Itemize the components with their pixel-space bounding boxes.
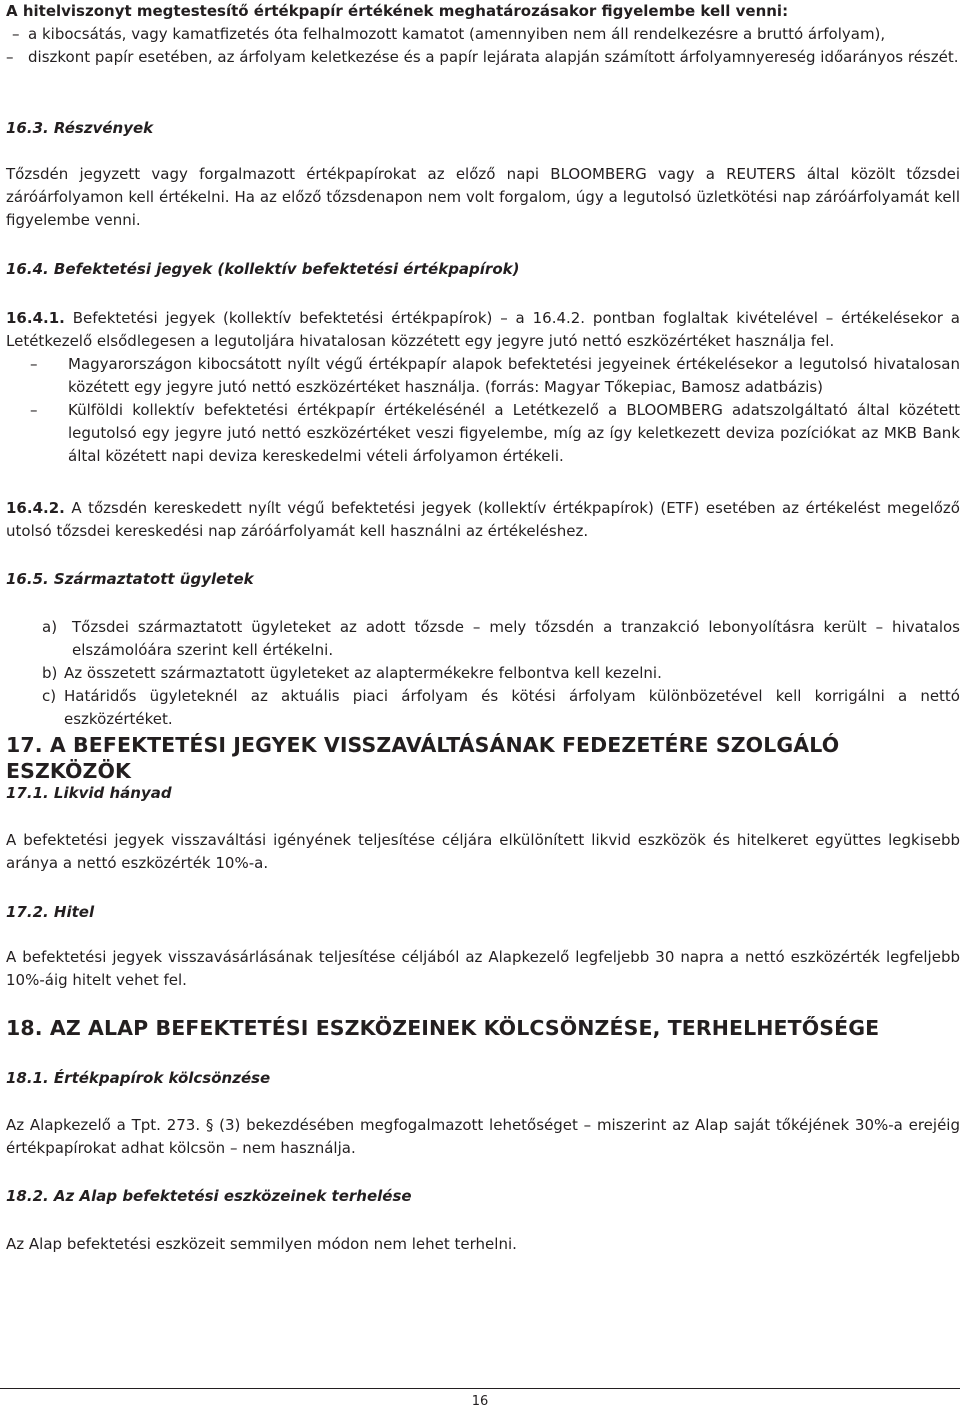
section-16-4-bullet-1-text: Magyarországon kibocsátott nyílt végű értékpapír alapok befektetési jegyeinek értékelésekor a legutolsó hivatalosan közétett egy jegyre jutó nettó eszközértéket használja. (forrás: Magyar Tőkepiac, Bamosz adatbázis) <box>68 355 960 396</box>
dash-glyph: – <box>12 25 20 43</box>
section-16-4-2-paragraph <box>6 497 960 543</box>
section-18-1-title: 18.1. Értékpapírok kölcsönzése <box>6 1069 271 1087</box>
section-18-1-paragraph: Az Alapkezelő a Tpt. 273. § (3) bekezdésében megfogalmazott lehetőséget – miszerint az Alap saját tőkéjének 30%-a erejéig értékpapírokat adhat kölcsön – nem használja. <box>6 1116 960 1157</box>
section-17-1-title: 17.1. Likvid hányad <box>6 784 172 802</box>
item-text: Az összetett származtatott ügyleteket az alaptermékekre felbontva kell kezelni. <box>64 664 662 682</box>
intro-bullet-1 <box>6 23 960 46</box>
section-16-4-2-text: A tőzsdén kereskedett nyílt végű befektetési jegyek (kollektív értékpapírok) (ETF) esetében az értékelést megelőző utolsó tőzsdei kereskedési nap záróárfolyamát kell használni az értékeléshez. <box>6 499 960 540</box>
item-label: c) <box>42 687 57 705</box>
dash-glyph: – <box>6 48 14 66</box>
section-16-4-bullet-list <box>6 353 960 468</box>
section-16-5-item-a <box>6 616 960 662</box>
item-label: b) <box>42 664 58 682</box>
footer-divider <box>0 1388 960 1389</box>
section-16-4-bullet-2-text: Külföldi kollektív befektetési értékpapír értékelésénél a Letétkezelő a BLOOMBERG adatszolgáltató által közétett legutolsó egy jegyre jutó nettó eszközértéket veszi figyelembe, míg az így keletkezett deviza pozíciókat az MKB Bank által közétett napi deviza kereskedelmi vételi árfolyamon értékeli. <box>68 401 960 465</box>
dash-glyph: – <box>30 355 38 373</box>
intro-heading: A hitelviszonyt megtestesítő értékpapír értékének meghatározásakor figyelembe kell venni: <box>6 2 789 20</box>
item-text: Tőzsdei származtatott ügyleteket az adott tőzsde – mely tőzsdén a tranzakció lebonyolításra került – hivatalos elszámolóára szerint kell értékelni. <box>72 618 960 659</box>
section-17-2-paragraph: A befektetési jegyek visszavásárlásának teljesítése céljából az Alapkezelő legfeljebb 30 napra a nettó eszközérték legfeljebb 10%-áig hitelt vehet fel. <box>6 948 960 989</box>
section-17-2-title: 17.2. Hitel <box>6 903 95 921</box>
section-16-5-item-c <box>6 685 960 731</box>
section-17-title: 17. A BEFEKTETÉSI JEGYEK VISSZAVÁLTÁSÁNAK FEDEZETÉRE SZOLGÁLÓ ESZKÖZÖK <box>6 733 840 783</box>
section-16-4-1-paragraph <box>6 307 960 353</box>
section-16-5-title: 16.5. Származtatott ügyletek <box>6 570 254 588</box>
section-17-1-paragraph: A befektetési jegyek visszaváltási igényének teljesítése céljára elkülönített likvid eszközök és hitelkeret együttes legkisebb aránya a nettó eszközérték 10%-a. <box>6 831 960 872</box>
page-number: 16 <box>471 1394 489 1409</box>
section-18-2-title: 18.2. Az Alap befektetési eszközeinek terhelése <box>6 1187 412 1205</box>
section-16-4-1-number: 16.4.1. <box>6 309 65 327</box>
section-16-5-item-b <box>6 662 960 685</box>
item-text: Határidős ügyleteknél az aktuális piaci árfolyam és kötési árfolyam különbözetével kell korrigálni a nettó eszközértéket. <box>64 687 960 728</box>
item-label: a) <box>42 618 58 636</box>
section-16-4-bullet-2 <box>6 399 960 468</box>
section-16-5-list <box>6 616 960 731</box>
section-16-4-bullet-1 <box>6 353 960 399</box>
intro-bullet-1-text: a kibocsátás, vagy kamatfizetés óta felhalmozott kamatot (amennyiben nem áll rendelkezésre a bruttó árfolyam), <box>28 25 886 43</box>
intro-bullet-2-text: diszkont papír esetében, az árfolyam keletkezése és a papír lejárata alapján számított árfolyamnyereség időarányos részét. <box>28 48 959 66</box>
section-16-3-paragraph: Tőzsdén jegyzett vagy forgalmazott értékpapírokat az előző napi BLOOMBERG vagy a REUTERS által közölt tőzsdei záróárfolyamon kell értékelni. Ha az előző tőzsdenapon nem volt forgalom, úgy a legutolsó üzletkötési nap záróárfolyamát kell figyelembe venni. <box>6 165 960 229</box>
section-16-3-title: 16.3. Részvények <box>6 119 154 137</box>
section-16-4-title: 16.4. Befektetési jegyek (kollektív befektetési értékpapírok) <box>6 260 520 278</box>
intro-bullet-2 <box>6 46 960 69</box>
dash-glyph: – <box>30 401 38 419</box>
section-16-4-1-text: Befektetési jegyek (kollektív befektetési értékpapírok) – a 16.4.2. pontban foglaltak kivételével – értékelésekor a Letétkezelő elsődlegesen a legutoljára hivatalosan közzétett egy jegyre jutó nettó eszközértéket használja fel. <box>6 309 960 350</box>
intro-bullet-list <box>6 23 960 69</box>
section-18-title: 18. AZ ALAP BEFEKTETÉSI ESZKÖZEINEK KÖLCSÖNZÉSE, TERHELHETŐSÉGE <box>6 1016 880 1040</box>
section-18-2-paragraph: Az Alap befektetési eszközeit semmilyen módon nem lehet terhelni. <box>6 1235 517 1253</box>
section-16-4-2-number: 16.4.2. <box>6 499 65 517</box>
